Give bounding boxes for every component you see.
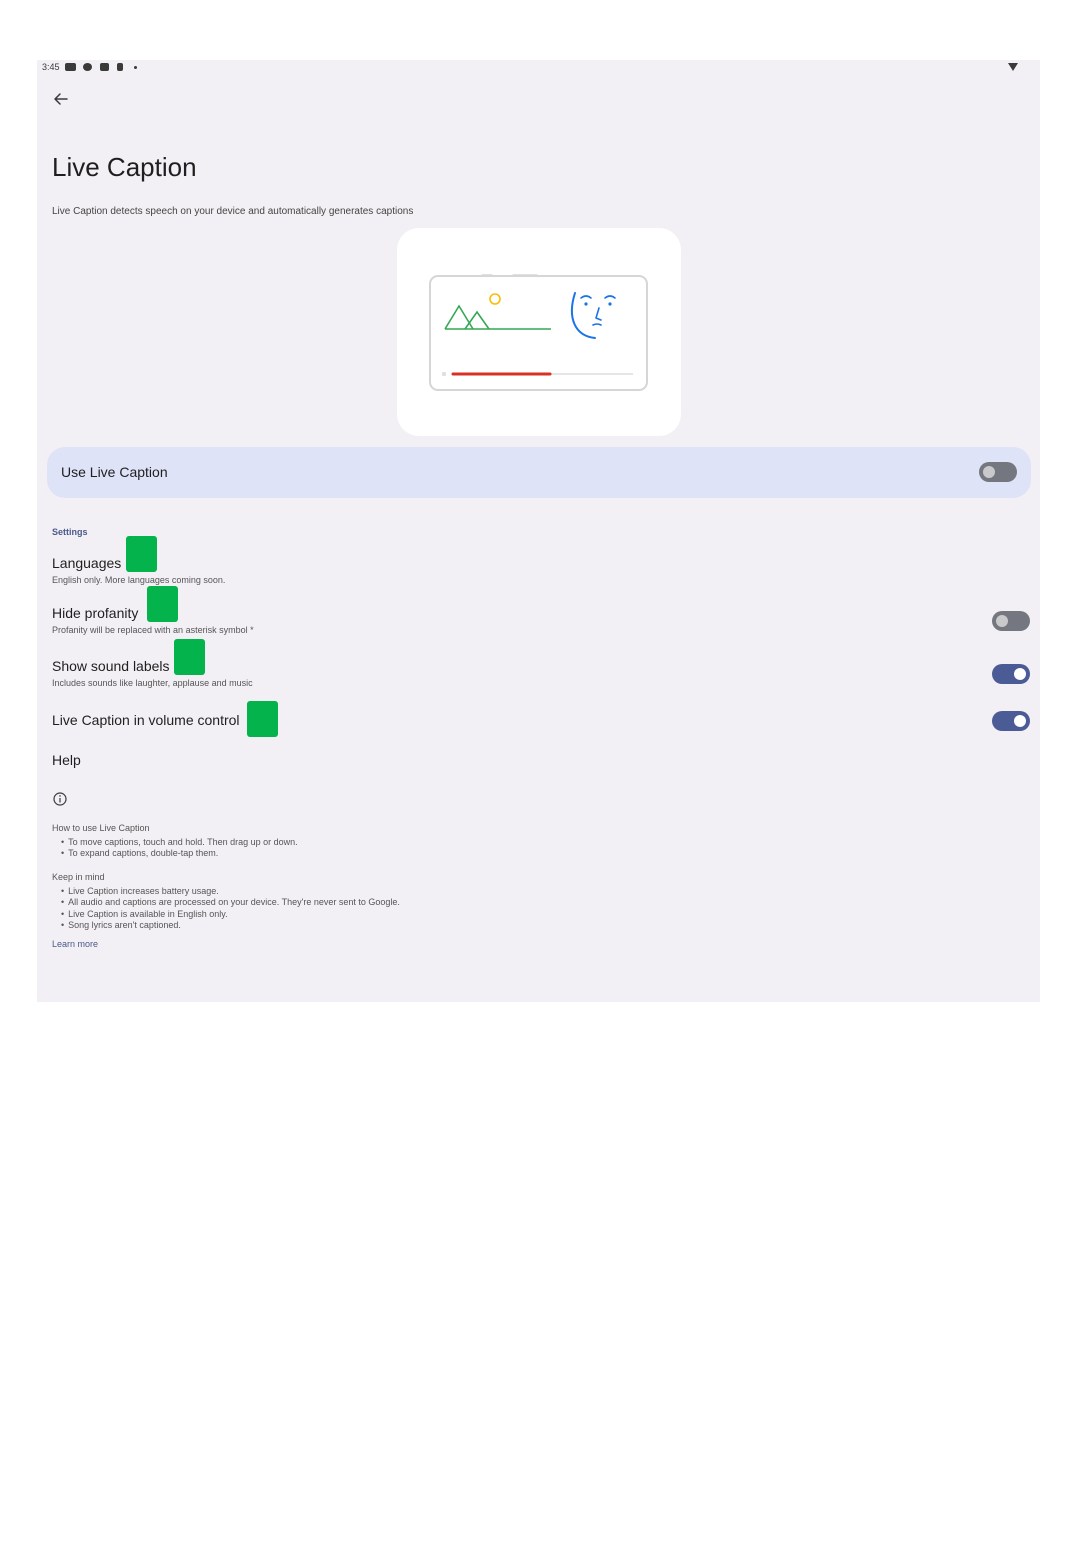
help-heading: Help: [52, 752, 81, 768]
use-live-caption-label: Use Live Caption: [61, 464, 168, 480]
use-live-caption-switch[interactable]: [979, 462, 1017, 482]
page-description: Live Caption detects speech on your device and automatically generates captions: [52, 206, 414, 217]
hide-profanity-switch[interactable]: [992, 611, 1030, 631]
info-icon: [53, 792, 67, 806]
annotation-marker: [126, 536, 157, 572]
illustration-graphic: [397, 228, 681, 436]
settings-section-header: Settings: [52, 527, 88, 537]
show-sound-labels-switch[interactable]: [992, 664, 1030, 684]
volume-control-title: Live Caption in volume control: [52, 712, 240, 728]
list-item: • All audio and captions are processed on your device. They're never sent to Google.: [61, 897, 400, 908]
phone-screen: [37, 60, 1040, 1002]
arrow-left-icon[interactable]: [50, 88, 72, 110]
languages-title: Languages: [52, 555, 122, 571]
page-title: Live Caption: [52, 152, 197, 182]
chrome-icon: [83, 63, 92, 71]
show-sound-labels-title: Show sound labels: [52, 658, 170, 674]
wifi-icon: [1008, 63, 1018, 71]
dot-icon: [134, 66, 137, 69]
list-item: • Live Caption is available in English only.: [61, 909, 400, 920]
how-to-list: [61, 837, 298, 860]
volume-control-switch[interactable]: [992, 711, 1030, 731]
list-item: • To expand captions, double-tap them.: [61, 848, 298, 859]
hide-profanity-setting[interactable]: [52, 605, 1032, 635]
list-item: • To move captions, touch and hold. Then drag up or down.: [61, 837, 298, 848]
photo-icon: [100, 63, 109, 71]
person-icon: [117, 63, 123, 71]
languages-setting[interactable]: [52, 555, 1032, 585]
annotation-marker: [147, 586, 178, 622]
annotation-marker: [174, 639, 205, 675]
list-item: • Live Caption increases battery usage.: [61, 886, 400, 897]
youtube-icon: [65, 63, 76, 71]
hide-profanity-summary: Profanity will be replaced with an asterisk symbol *: [52, 625, 254, 635]
status-time: 3:45: [42, 62, 60, 72]
annotation-marker: [247, 701, 278, 737]
keep-in-mind-list: [61, 886, 400, 931]
status-bar: [37, 60, 1040, 76]
how-to-title: How to use Live Caption: [52, 823, 150, 833]
learn-more-link[interactable]: Learn more: [52, 939, 99, 949]
use-live-caption-row[interactable]: [47, 447, 1031, 498]
hide-profanity-title: Hide profanity: [52, 605, 139, 621]
list-item: • Song lyrics aren't captioned.: [61, 920, 400, 931]
live-caption-illustration: [397, 228, 681, 436]
show-sound-labels-summary: Includes sounds like laughter, applause and music: [52, 678, 253, 688]
volume-control-setting[interactable]: [52, 712, 1032, 730]
languages-summary: English only. More languages coming soon.: [52, 575, 226, 585]
keep-in-mind-title: Keep in mind: [52, 872, 105, 882]
